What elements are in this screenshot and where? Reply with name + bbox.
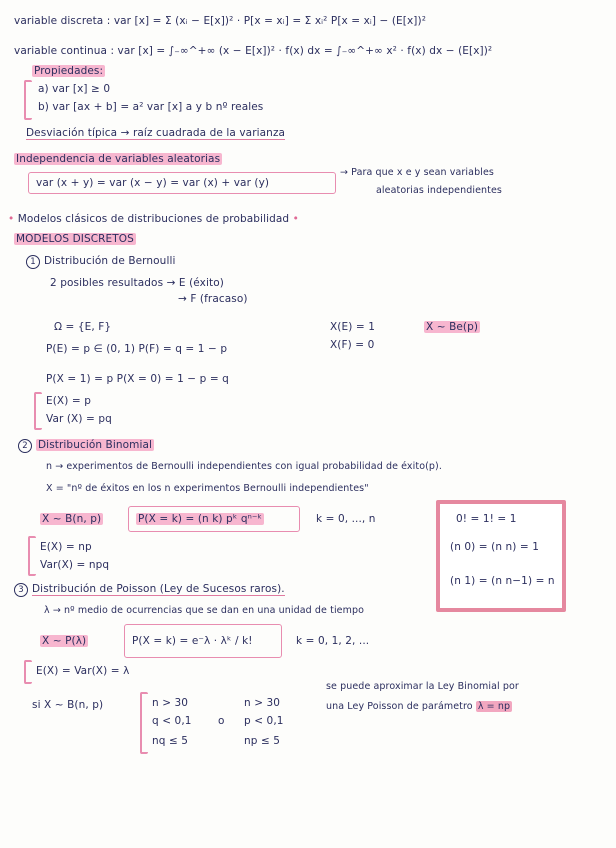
condition-p: p < 0,1 bbox=[244, 715, 284, 727]
binomial-coefficient-identity-2: (n 1) = (n n−1) = n bbox=[450, 575, 555, 587]
condition-nq: nq ≤ 5 bbox=[152, 735, 189, 747]
condition-n-1: n > 30 bbox=[152, 697, 189, 709]
discrete-models-heading: MODELOS DISCRETOS bbox=[16, 233, 134, 245]
properties-heading: Propiedades: bbox=[34, 65, 104, 77]
independence-heading: Independencia de variables aleatorias bbox=[16, 153, 221, 165]
condition-q: q < 0,1 bbox=[152, 715, 192, 727]
poisson-moments-bracket bbox=[24, 660, 32, 684]
binomial-description: n → experimentos de Bernoulli independientes con igual probabilidad de éxito(p). bbox=[46, 461, 442, 472]
std-deviation-line: Desviación típica → raíz cuadrada de la varianza bbox=[26, 127, 286, 139]
condition-np: np ≤ 5 bbox=[244, 735, 281, 747]
bernoulli-variance: Var (X) = pq bbox=[46, 413, 112, 425]
independence-note-1: → Para que x e y sean variables bbox=[340, 167, 494, 178]
bernoulli-moments-bracket bbox=[34, 392, 42, 430]
binomial-variance: Var(X) = npq bbox=[40, 559, 110, 571]
binomial-support: k = 0, ..., n bbox=[316, 513, 376, 525]
property-a: a) var [x] ≥ 0 bbox=[38, 83, 111, 95]
property-b: b) var [ax + b] = a² var [x] a y b nº reales bbox=[38, 101, 264, 113]
x-of-f: X(F) = 0 bbox=[330, 339, 375, 351]
poisson-heading: 3 Distribución de Poisson (Ley de Sucesos raros). bbox=[14, 582, 285, 597]
approximation-condition: si X ~ B(n, p) bbox=[32, 699, 104, 711]
independence-formula: var (x + y) = var (x − y) = var (x) + var (y) bbox=[36, 177, 270, 189]
bernoulli-heading: 1 Distribución de Bernoulli bbox=[26, 254, 176, 269]
binomial-heading: 2 Distribución Binomial bbox=[18, 438, 154, 453]
factorial-identity: 0! = 1! = 1 bbox=[456, 513, 517, 525]
condition-or: o bbox=[218, 715, 225, 727]
poisson-pmf: P(X = k) = e⁻λ · λᵏ / k! bbox=[132, 635, 253, 647]
bernoulli-notation: X ~ Be(p) bbox=[426, 321, 479, 333]
independence-note-2: aleatorias independientes bbox=[376, 185, 502, 196]
poisson-notation: X ~ P(λ) bbox=[42, 635, 87, 647]
x-of-e: X(E) = 1 bbox=[330, 321, 375, 333]
bernoulli-outcomes: 2 posibles resultados → E (éxito) bbox=[50, 277, 224, 289]
poisson-lambda-definition: λ → nº medio de ocurrencias que se dan en una unidad de tiempo bbox=[44, 605, 365, 616]
condition-n-2: n > 30 bbox=[244, 697, 281, 709]
bernoulli-failure: → F (fracaso) bbox=[178, 293, 248, 305]
properties-bracket bbox=[24, 80, 32, 120]
poisson-support: k = 0, 1, 2, ... bbox=[296, 635, 370, 647]
bernoulli-probabilities: P(E) = p ∈ (0, 1) P(F) = q = 1 − p bbox=[46, 343, 228, 355]
bernoulli-mean: E(X) = p bbox=[46, 395, 91, 407]
bernoulli-pmf: P(X = 1) = p P(X = 0) = 1 − p = q bbox=[46, 373, 229, 385]
continuous-variance-line: variable continua : var [x] = ∫₋∞^+∞ (x − E[x])² · f(x) dx = ∫₋∞^+∞ x² · f(x) dx − (E[x])² bbox=[14, 45, 493, 57]
discrete-variance-line: variable discreta : var [x] = Σ (xᵢ − E[x])² · P[x = xᵢ] = Σ xᵢ² P[x = xᵢ] − (E[x])² bbox=[14, 15, 427, 27]
binomial-variable-definition: X = "nº de éxitos en los n experimentos Bernoulli independientes" bbox=[46, 483, 369, 494]
binomial-coefficient-identity-1: (n 0) = (n n) = 1 bbox=[450, 541, 540, 553]
approximation-text-2: una Ley Poisson de parámetro λ = np bbox=[326, 701, 511, 712]
binomial-moments-bracket bbox=[28, 536, 36, 576]
models-heading: • Modelos clásicos de distribuciones de probabilidad • bbox=[8, 213, 299, 225]
binomial-mean: E(X) = np bbox=[40, 541, 92, 553]
approximation-text-1: se puede aproximar la Ley Binomial por bbox=[326, 681, 519, 692]
binomial-notation: X ~ B(n, p) bbox=[42, 513, 102, 525]
approximation-bracket bbox=[140, 692, 148, 754]
poisson-moments: E(X) = Var(X) = λ bbox=[36, 665, 130, 677]
binomial-pmf: P(X = k) = (n k) pᵏ qⁿ⁻ᵏ bbox=[138, 513, 263, 525]
sample-space: Ω = {E, F} bbox=[54, 321, 112, 333]
